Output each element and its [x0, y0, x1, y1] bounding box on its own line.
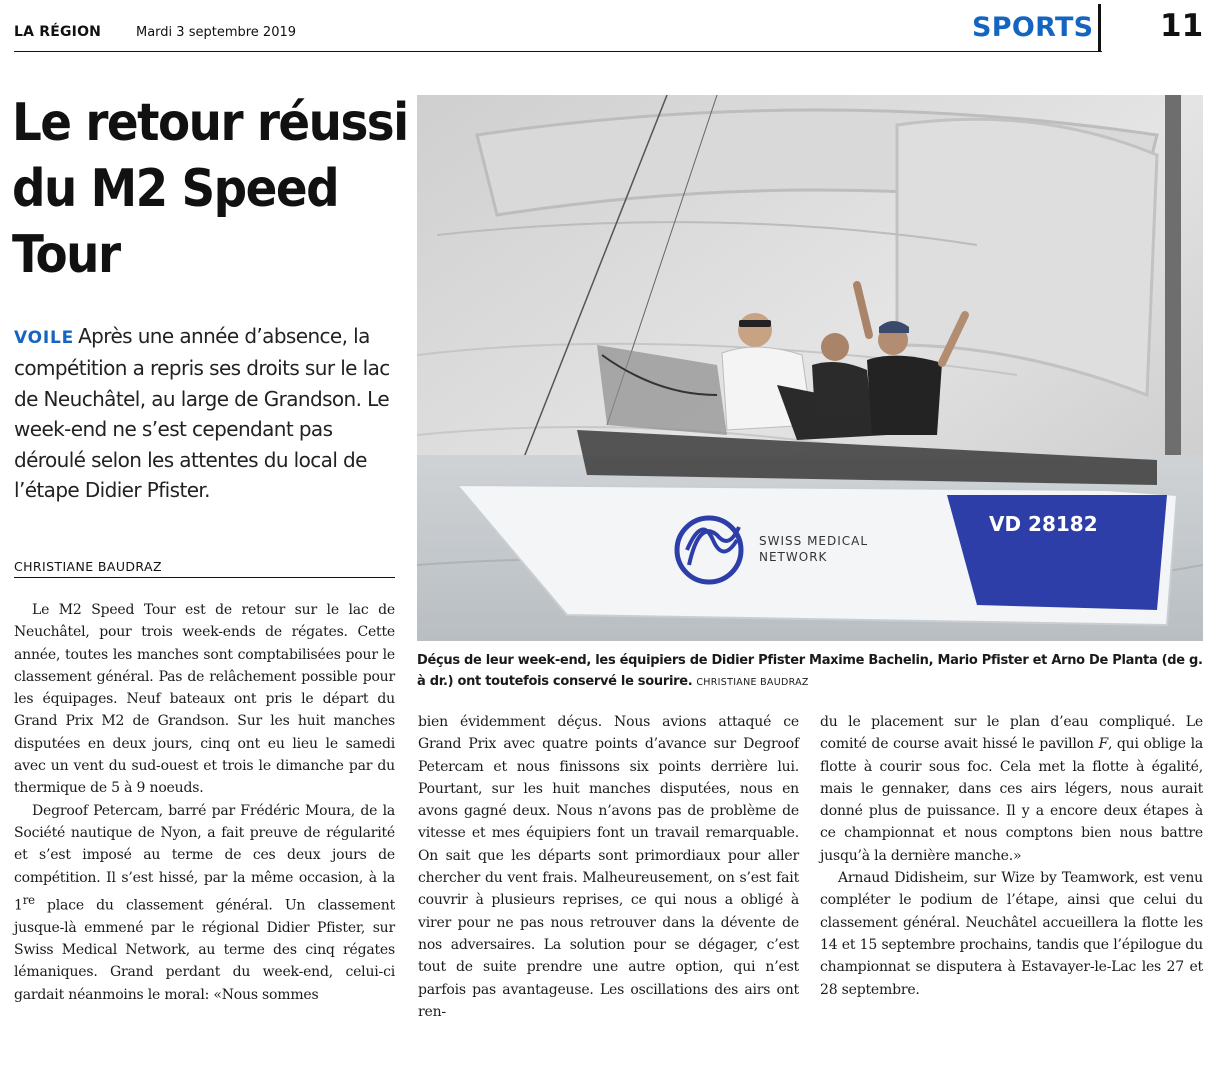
section-name: SPORTS: [972, 12, 1094, 43]
author-byline: CHRISTIANE BAUDRAZ: [14, 559, 162, 574]
issue-date: Mardi 3 septembre 2019: [136, 25, 297, 40]
flag-letter: F: [1098, 736, 1108, 753]
article-photo: [417, 95, 1203, 641]
article-kicker: VOILE: [14, 328, 75, 348]
photo-credit: CHRISTIANE BAUDRAZ: [696, 677, 809, 688]
lead-text: Après une année d’absence, la compétition a repris ses droits sur le lac de Neuchâtel, au large de Grandson. Le week-end ne s’est cependant pas déroulé selon les attentes du local de l’étape Didier Pfister.: [14, 324, 390, 503]
article-headline: Le retour réussi du M2 Speed Tour: [12, 93, 408, 285]
paragraph: Le M2 Speed Tour est de retour sur le lac de Neuchâtel, pour trois week-ends de régates. Cette année, toutes les manches sont comptabilisées pour le classement général. Pas de relâchement possible pour les équipages. Neuf bateaux ont pris le départ du Grand Prix M2 de Grandson. Sur les huit manches disputées en deux jours, cinq ont eu lieu le samedi avec un vent du sud-ouest et trois le dimanche par du thermique de 5 à 9 noeuds.: [14, 602, 395, 797]
paragraph-text: Degroof Petercam, barré par Frédéric Moura, de la Société nautique de Nyon, a fait preuve de régularité et s’est imposé au terme de ces deux jours de compétition. Il s’est hissé, par la même occasion, à la 1: [14, 802, 395, 914]
newspaper-name: LA RÉGION: [14, 24, 102, 40]
byline-rule: [14, 577, 395, 578]
paragraph-text: place du classement général. Un classement jusque-là emmené par le régional Didier Pfister, sur Swiss Medical Network, au terme des cinq régates lémaniques. Grand perdant du week-end, celui-ci gardait néanmoins le moral: «Nous sommes: [14, 897, 395, 1003]
paragraph: Arnaud Didisheim, sur Wize by Teamwork, est venu compléter le podium de l’étape, ainsi que celui du classement général. Neuchâtel accueillera la flotte les 14 et 15 septembre prochains, tandis que l’épilogue du championnat se disputera à Estavayer-le-Lac les 27 et 28 septembre.: [820, 870, 1203, 998]
hull-brand-line1: SWISS MEDICAL: [759, 534, 869, 548]
paragraph: bien évidemment déçus. Nous avions attaqué ce Grand Prix avec quatre points d’avance sur Degroof Petercam et nous finissons six points derrière lui. Pourtant, sur les huit manches disputées, nous en avons gagné deux. Nous n’avons pas de problème de vitesse et mes équipiers font un travail remarquable. On sait que les départs sont primordiaux pour aller chercher du vent frais. Malheureusement, on s’est fait couvrir à plusieurs reprises, ce qui nous a obligé à virer pour ne pas nous retrouver dans la dévente de nos adversaires. La solution pour se dégager, c’est tout de suite prendre une autre option, qui n’est parfois pas avantageuse. Les oscillations des airs ont ren-: [418, 714, 799, 1020]
header-divider: [1098, 4, 1101, 52]
sail-number: VD 28182: [989, 512, 1098, 536]
page-header: [0, 0, 1216, 56]
ordinal-superscript: re: [22, 892, 35, 907]
caption-text: Déçus de leur week-end, les équipiers de Didier Pfister Maxime Bachelin, Mario Pfister et Arno De Planta (de g. à dr.) ont toutefois conservé le sourire.: [417, 653, 1203, 689]
sailboat-photo-illustration: [417, 95, 1203, 641]
hull-brand-line2: NETWORK: [759, 550, 828, 564]
paragraph-text: du le placement sur le plan d’eau compliqué. Le comité de course avait hissé le pavillon: [820, 714, 1203, 753]
paragraph-text: , qui oblige la flotte à courir sous foc. Cela met la flotte à égalité, mais le gennaker, dans ces airs légers, nous aurait donné plus de puissance. Il y a encore deux étapes à ce championnat et nous comptons bien nous battre jusqu’à la dernière manche.»: [820, 736, 1203, 864]
header-rule: [14, 51, 1102, 52]
article-column-1: [14, 599, 395, 1006]
paragraph: [820, 711, 1203, 867]
article-column-2: [418, 711, 799, 1023]
article-lead: [14, 321, 399, 505]
paragraph: [14, 800, 395, 1006]
page-number: 11: [1160, 8, 1204, 44]
article-column-3: [820, 711, 1203, 1001]
photo-caption: [417, 650, 1203, 693]
